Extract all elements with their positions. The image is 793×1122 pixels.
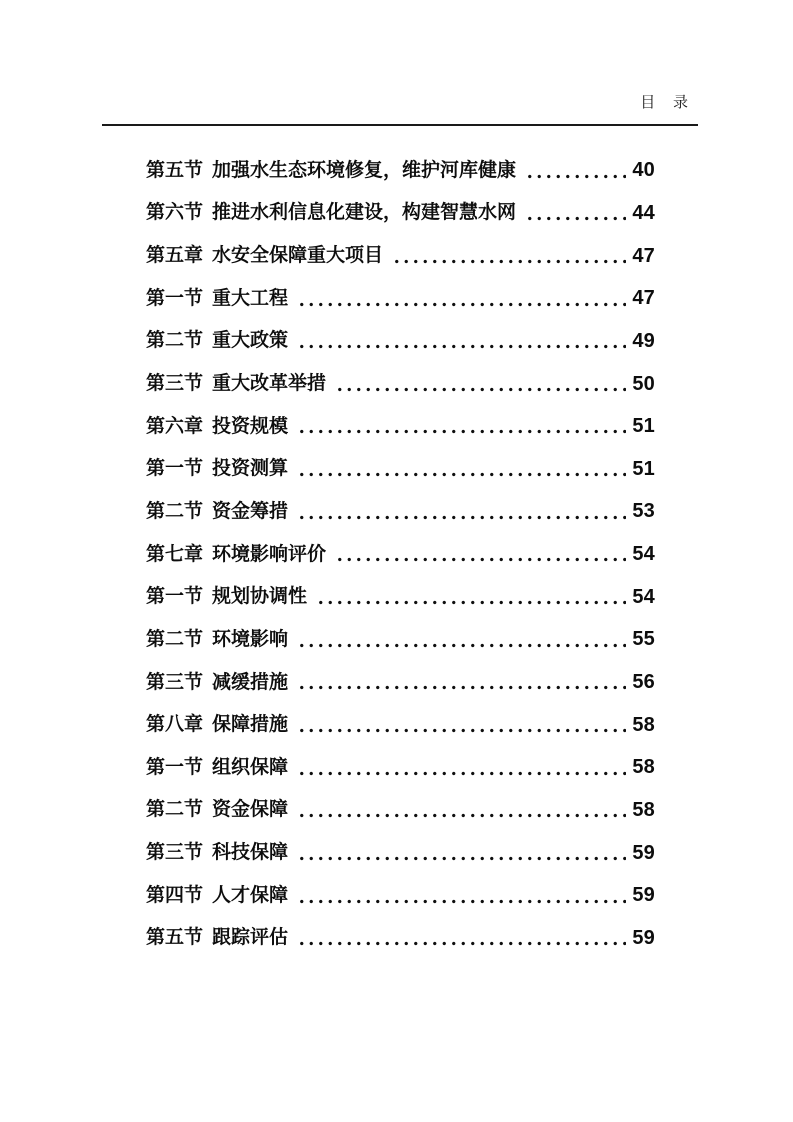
toc-entry-title: 投资测算	[212, 458, 289, 480]
toc-entry-title: 跟踪评估	[212, 927, 289, 949]
toc-entry-label: 第一节	[146, 586, 204, 608]
toc-entry-page-number: 55	[632, 628, 655, 651]
toc-entry-label: 第二节	[146, 628, 204, 650]
toc-entry-label: 第四节	[146, 884, 204, 906]
toc-entry-title: 减缓措施	[212, 671, 289, 693]
toc-entry-page-number: 59	[632, 841, 655, 864]
dot-leader	[297, 789, 626, 832]
toc-entry-page-number: 47	[632, 287, 655, 310]
toc-entry-page-number: 50	[632, 372, 655, 395]
table-of-contents	[146, 149, 655, 959]
toc-entry	[146, 320, 655, 363]
toc-entry-label: 第一节	[146, 458, 204, 480]
toc-entry	[146, 277, 655, 320]
toc-entry-label: 第三节	[146, 373, 204, 395]
toc-entry-title: 科技保障	[212, 842, 289, 864]
toc-entry-label: 第三节	[146, 842, 204, 864]
dot-leader	[525, 149, 626, 192]
toc-entry-page-number: 59	[632, 884, 655, 907]
toc-entry-title: 水安全保障重大项目	[212, 245, 384, 267]
toc-entry	[146, 618, 655, 661]
toc-entry	[146, 831, 655, 874]
toc-entry	[146, 447, 655, 490]
dot-leader	[297, 917, 626, 960]
toc-entry-label: 第六节	[146, 202, 204, 224]
toc-entry-page-number: 44	[632, 201, 655, 224]
dot-leader	[525, 192, 626, 235]
toc-entry-label: 第二节	[146, 799, 204, 821]
dot-leader	[297, 831, 626, 874]
toc-entry-label: 第五节	[146, 159, 204, 181]
page-header-title: 目 录	[640, 95, 689, 111]
toc-entry-title: 环境影响	[212, 628, 289, 650]
toc-entry	[146, 746, 655, 789]
toc-entry-title: 组织保障	[212, 756, 289, 778]
toc-entry-page-number: 47	[632, 244, 655, 267]
toc-entry-title: 人才保障	[212, 884, 289, 906]
toc-entry-page-number: 58	[632, 798, 655, 821]
dot-leader	[297, 320, 626, 363]
toc-entry-title: 重大改革举措	[212, 373, 327, 395]
dot-leader	[297, 618, 626, 661]
toc-entry	[146, 234, 655, 277]
toc-entry-label: 第五章	[146, 245, 204, 267]
toc-entry	[146, 917, 655, 960]
toc-entry-label: 第六章	[146, 415, 204, 437]
toc-entry-page-number: 54	[632, 543, 655, 566]
toc-entry-label: 第七章	[146, 543, 204, 565]
toc-entry-title: 环境影响评价	[212, 543, 327, 565]
dot-leader	[297, 703, 626, 746]
dot-leader	[297, 661, 626, 704]
dot-leader	[297, 490, 626, 533]
dot-leader	[297, 405, 626, 448]
toc-entry-title: 保障措施	[212, 714, 289, 736]
dot-leader	[316, 575, 626, 618]
toc-entry	[146, 405, 655, 448]
dot-leader	[297, 874, 626, 917]
toc-entry	[146, 533, 655, 576]
toc-entry-page-number: 58	[632, 713, 655, 736]
toc-entry-page-number: 49	[632, 329, 655, 352]
toc-entry-title: 重大工程	[212, 287, 289, 309]
toc-entry-page-number: 59	[632, 926, 655, 949]
toc-entry-title: 资金保障	[212, 799, 289, 821]
toc-entry-page-number: 51	[632, 457, 655, 480]
dot-leader	[297, 746, 626, 789]
toc-entry	[146, 575, 655, 618]
dot-leader	[297, 447, 626, 490]
toc-entry-title: 投资规模	[212, 415, 289, 437]
toc-entry-title: 规划协调性	[212, 586, 308, 608]
toc-entry	[146, 789, 655, 832]
dot-leader	[392, 234, 626, 277]
toc-entry-label: 第五节	[146, 927, 204, 949]
toc-entry-label: 第一节	[146, 756, 204, 778]
toc-entry	[146, 362, 655, 405]
toc-entry-page-number: 51	[632, 415, 655, 438]
toc-entry	[146, 874, 655, 917]
toc-entry-label: 第三节	[146, 671, 204, 693]
toc-entry-label: 第二节	[146, 500, 204, 522]
toc-entry-page-number: 53	[632, 500, 655, 523]
toc-entry-page-number: 40	[632, 159, 655, 182]
header-rule	[102, 124, 698, 126]
toc-entry-page-number: 56	[632, 671, 655, 693]
toc-entry	[146, 490, 655, 533]
toc-entry-title: 重大政策	[212, 330, 289, 352]
toc-entry-page-number: 58	[632, 756, 655, 779]
toc-entry-title: 加强水生态环境修复，维护河库健康	[212, 159, 517, 181]
toc-entry	[146, 661, 655, 704]
dot-leader	[335, 533, 626, 576]
dot-leader	[297, 277, 626, 320]
toc-entry-page-number: 54	[632, 585, 655, 608]
toc-entry-title: 推进水利信息化建设，构建智慧水网	[212, 202, 517, 224]
toc-entry	[146, 192, 655, 235]
toc-entry-label: 第八章	[146, 714, 204, 736]
dot-leader	[335, 362, 626, 405]
toc-entry	[146, 149, 655, 192]
toc-entry-label: 第一节	[146, 287, 204, 309]
toc-entry-label: 第二节	[146, 330, 204, 352]
toc-entry-title: 资金筹措	[212, 500, 289, 522]
toc-entry	[146, 703, 655, 746]
